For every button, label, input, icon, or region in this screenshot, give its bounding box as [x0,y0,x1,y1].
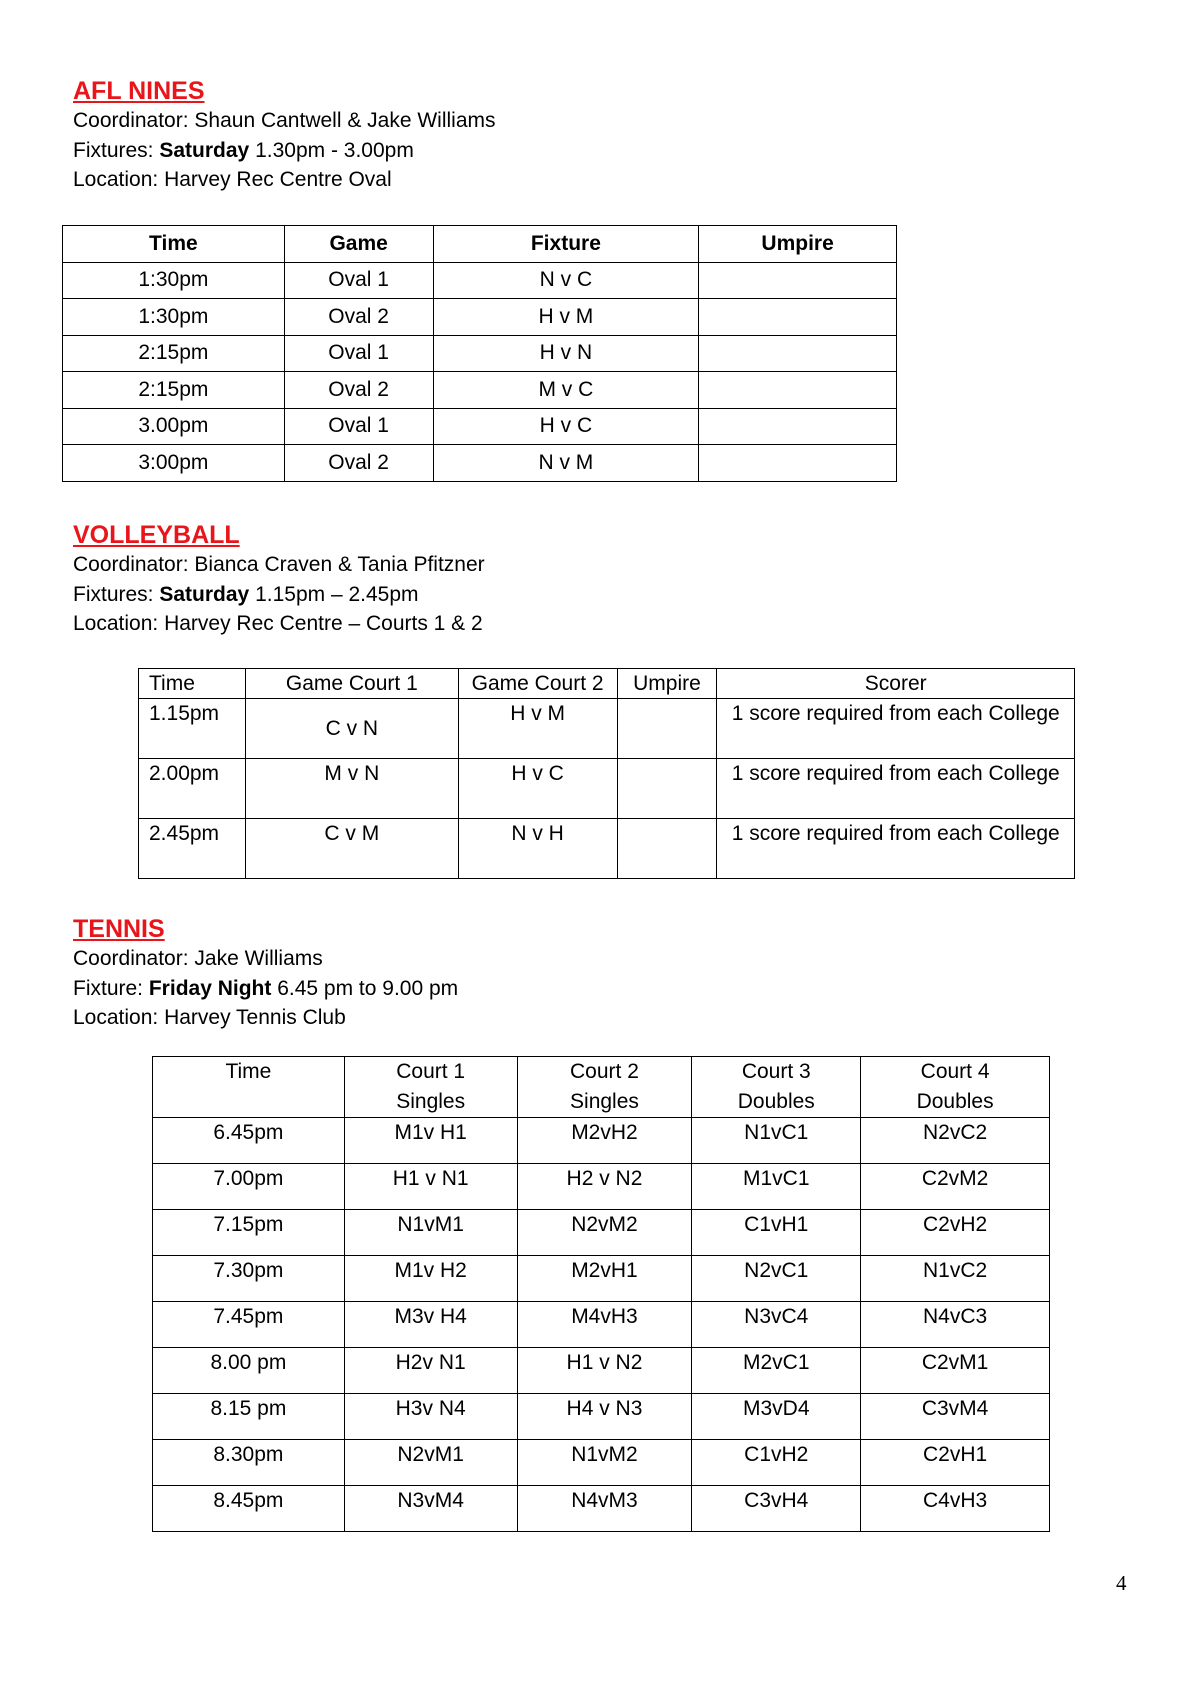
table-row [63,299,897,336]
volleyball-scorer: 1 score required from each College [717,759,1075,819]
afl-time: 2:15pm [63,335,285,372]
table-row [153,1394,1050,1440]
table-row [153,1210,1050,1256]
tennis-court1: M1v H1 [344,1118,517,1164]
afl-umpire [699,372,897,409]
tennis-court2: N1vM2 [517,1440,692,1486]
afl-header-umpire: Umpire [699,226,897,263]
afl-game: Oval 1 [284,408,433,445]
afl-time: 3.00pm [63,408,285,445]
volleyball-court1: C v M [245,819,458,879]
tennis-court4: N2vC2 [861,1118,1050,1164]
tennis-court2: H1 v N2 [517,1348,692,1394]
tennis-fixture-table [152,1056,1050,1532]
table-row [63,408,897,445]
tennis-header-line2: Singles [570,1089,639,1113]
volleyball-fixtures-time: 1.15pm – 2.45pm [249,582,419,606]
afl-fixture: H v M [433,299,699,336]
tennis-court3: M2vC1 [692,1348,861,1394]
afl-fixtures [73,136,496,166]
table-row [139,819,1075,879]
afl-fixture: N v C [433,262,699,299]
tennis-court3: C1vH1 [692,1210,861,1256]
volleyball-header-court1: Game Court 1 [245,669,458,699]
tennis-court3: C1vH2 [692,1440,861,1486]
tennis-header-line1: Court 1 [396,1060,466,1083]
table-row [63,445,897,482]
tennis-header-court3 [692,1057,861,1118]
tennis-court1: N2vM1 [344,1440,517,1486]
afl-fixtures-time: 1.30pm - 3.00pm [249,138,414,162]
tennis-header-court2 [517,1057,692,1118]
volleyball-fixtures-prefix: Fixtures: [73,582,160,606]
tennis-court2: H4 v N3 [517,1394,692,1440]
afl-time: 1:30pm [63,262,285,299]
tennis-court4: N1vC2 [861,1256,1050,1302]
tennis-court1: H3v N4 [344,1394,517,1440]
volleyball-umpire [617,699,717,759]
afl-time: 3:00pm [63,445,285,482]
afl-header-fixture: Fixture [433,226,699,263]
tennis-header-line1: Court 2 [570,1060,639,1083]
tennis-heading: TENNIS [73,915,165,943]
tennis-time: 8.00 pm [153,1348,345,1394]
tennis-court3: C3vH4 [692,1486,861,1532]
tennis-header-line1: Court 3 [741,1060,811,1083]
afl-umpire [699,445,897,482]
afl-game: Oval 2 [284,445,433,482]
tennis-court3: N1vC1 [692,1118,861,1164]
afl-time: 2:15pm [63,372,285,409]
tennis-court2: N2vM2 [517,1210,692,1256]
tennis-court1: M3v H4 [344,1302,517,1348]
afl-fixtures-day: Saturday [159,138,250,162]
afl-umpire [699,262,897,299]
tennis-court3: N3vC4 [692,1302,861,1348]
table-row [153,1348,1050,1394]
afl-fixture: H v N [433,335,699,372]
tennis-court4: C2vM2 [861,1164,1050,1210]
volleyball-coordinator: Coordinator: Bianca Craven & Tania Pfitzner [73,553,485,576]
tennis-header-line1: Court 4 [920,1060,990,1083]
tennis-court4: C4vH3 [861,1486,1050,1532]
afl-game: Oval 2 [284,299,433,336]
tennis-location: Location: Harvey Tennis Club [73,1006,346,1029]
tennis-fixture-day: Friday Night [148,976,272,1000]
afl-header-game: Game [284,226,433,263]
afl-umpire [699,299,897,336]
tennis-court2: M4vH3 [517,1302,692,1348]
tennis-header-line2: Singles [396,1089,466,1113]
volleyball-court2: H v C [458,759,617,819]
volleyball-scorer: 1 score required from each College [717,699,1075,759]
afl-time: 1:30pm [63,299,285,336]
afl-fixture: N v M [433,445,699,482]
tennis-header-line1: Time [225,1060,272,1083]
volleyball-location: Location: Harvey Rec Centre – Courts 1 & 2 [73,612,483,635]
tennis-header-line2: Doubles [916,1089,994,1113]
table-row [153,1486,1050,1532]
volleyball-court2: H v M [458,699,617,759]
afl-header-time: Time [63,226,285,263]
tennis-court1: H1 v N1 [344,1164,517,1210]
afl-section [73,76,496,195]
tennis-court4: C2vM1 [861,1348,1050,1394]
tennis-court2: M2vH2 [517,1118,692,1164]
afl-game: Oval 1 [284,335,433,372]
tennis-time: 7.00pm [153,1164,345,1210]
afl-location: Location: Harvey Rec Centre Oval [73,168,392,191]
table-row [63,335,897,372]
tennis-court3: N2vC1 [692,1256,861,1302]
tennis-time: 8.15 pm [153,1394,345,1440]
volleyball-court1: M v N [245,759,458,819]
table-row [153,1118,1050,1164]
afl-fixture: M v C [433,372,699,409]
tennis-time: 8.45pm [153,1486,345,1532]
volleyball-scorer: 1 score required from each College [717,819,1075,879]
tennis-court2: N4vM3 [517,1486,692,1532]
tennis-header-line2: Doubles [737,1089,815,1113]
tennis-court4: C2vH1 [861,1440,1050,1486]
tennis-court1: N3vM4 [344,1486,517,1532]
volleyball-section [73,520,485,639]
tennis-fixture-time: 6.45 pm to 9.00 pm [271,976,459,1000]
tennis-time: 7.30pm [153,1256,345,1302]
volleyball-umpire [617,759,717,819]
afl-heading: AFL NINES [73,77,205,105]
volleyball-time: 2.45pm [139,819,246,879]
table-row [153,1256,1050,1302]
volleyball-header-umpire: Umpire [617,669,717,699]
tennis-court2: H2 v N2 [517,1164,692,1210]
tennis-court4: N4vC3 [861,1302,1050,1348]
afl-fixture: H v C [433,408,699,445]
afl-umpire [699,335,897,372]
table-row [153,1440,1050,1486]
tennis-header-time [153,1057,345,1118]
tennis-court1: H2v N1 [344,1348,517,1394]
tennis-table-body [153,1118,1050,1532]
volleyball-time: 1.15pm [139,699,246,759]
table-row [153,1164,1050,1210]
tennis-court1: N1vM1 [344,1210,517,1256]
afl-fixtures-prefix: Fixtures: [73,138,160,162]
tennis-coordinator: Coordinator: Jake Williams [73,947,323,970]
afl-game: Oval 1 [284,262,433,299]
volleyball-court1: C v N [245,699,458,759]
volleyball-umpire [617,819,717,879]
tennis-court2: M2vH1 [517,1256,692,1302]
volleyball-fixtures [73,580,485,610]
afl-game: Oval 2 [284,372,433,409]
table-row [139,699,1075,759]
volleyball-fixture-table [138,668,1075,879]
tennis-fixture [73,974,458,1004]
volleyball-header-time: Time [139,669,246,699]
tennis-court4: C2vH2 [861,1210,1050,1256]
table-row [63,372,897,409]
table-row [63,262,897,299]
tennis-section [73,914,458,1033]
page-number: 4 [1116,1571,1127,1595]
volleyball-time: 2.00pm [139,759,246,819]
afl-umpire [699,408,897,445]
table-row [153,1302,1050,1348]
tennis-time: 7.15pm [153,1210,345,1256]
tennis-fixture-prefix: Fixture: [73,976,149,1000]
tennis-court4: C3vM4 [861,1394,1050,1440]
tennis-header-court4 [861,1057,1050,1118]
table-row [139,759,1075,819]
tennis-court3: M3vD4 [692,1394,861,1440]
afl-fixture-table [62,225,897,482]
tennis-time: 6.45pm [153,1118,345,1164]
volleyball-header-scorer: Scorer [717,669,1075,699]
tennis-time: 8.30pm [153,1440,345,1486]
volleyball-heading: VOLLEYBALL [73,521,240,549]
tennis-header-court1 [344,1057,517,1118]
tennis-court1: M1v H2 [344,1256,517,1302]
tennis-time: 7.45pm [153,1302,345,1348]
tennis-court3: M1vC1 [692,1164,861,1210]
volleyball-court2: N v H [458,819,617,879]
volleyball-fixtures-day: Saturday [159,582,250,606]
volleyball-header-court2: Game Court 2 [458,669,617,699]
afl-coordinator: Coordinator: Shaun Cantwell & Jake Williams [73,109,496,132]
